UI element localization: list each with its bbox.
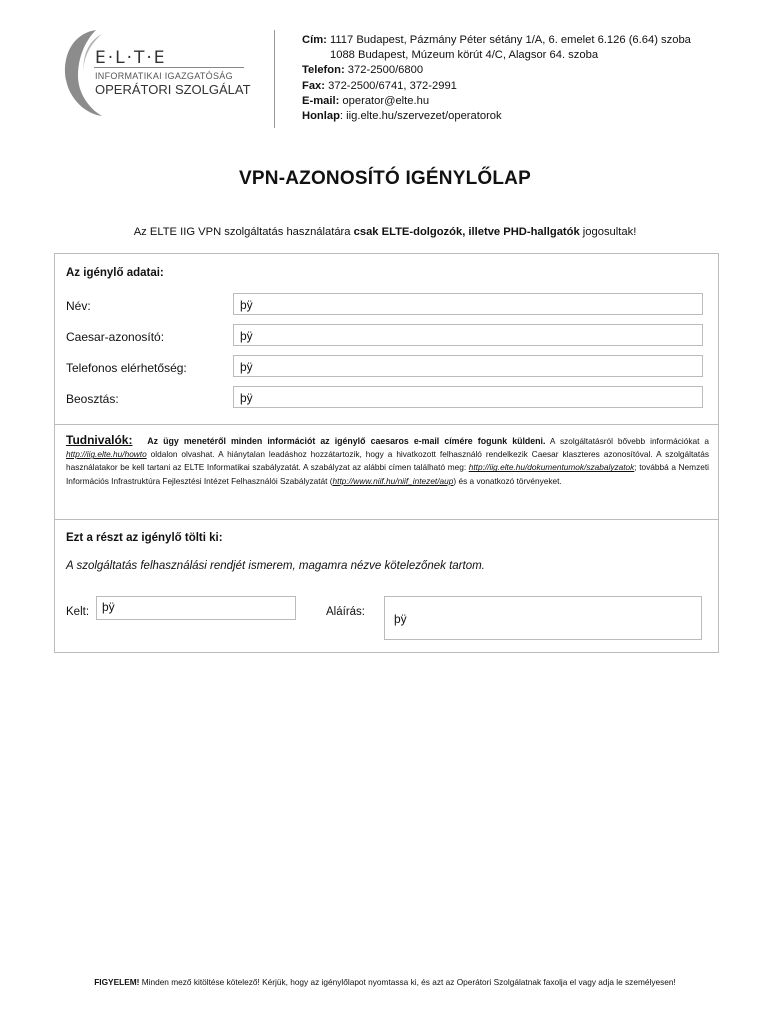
web-value[interactable]: : iig.elte.hu/szervezet/operatorok	[339, 110, 502, 123]
info-bold-text: Az ügy menetéről minden információt az igénylő caesaros e-mail címére fogunk küldeni.	[147, 436, 546, 446]
date-label: Kelt:	[66, 606, 90, 618]
phone-value: 372-2500/6800	[347, 64, 424, 77]
email-row	[302, 94, 691, 109]
signature-label: Aláírás:	[326, 606, 365, 618]
phone-contact-label: Telefonos elérhetőség:	[66, 361, 187, 375]
howto-link[interactable]: http://iig.elte.hu/howto	[66, 449, 147, 460]
regulations-link[interactable]: http://iig.elte.hu/dokumentumok/szabalyzatok	[468, 462, 635, 473]
info-text-2: oldalon olvashat. A hiánytalan leadáshoz hozzátartozik, hogy a hivatkozott felhasználó rendelkezik Caesar klaszteres azonosítóval. A szolgáltatás használatakor be kell tartani az ELTE Informatikai szabályzatát. A szabályzat az alábbi címen található meg:	[66, 449, 709, 473]
info-lead: Tudnivalók:	[66, 433, 133, 447]
info-text-4: ) és a vonatkozó törvényeket.	[453, 475, 562, 486]
web-row	[302, 109, 691, 124]
phone-row	[302, 63, 691, 78]
info-text-3: ; továbbá a Nemzeti Információs Infrastruktúra Fejlesztési Intézet Felhasználói Szabályzatát (	[66, 462, 709, 486]
header-divider	[274, 30, 275, 128]
applicant-section-title: Az igénylő adatai:	[66, 267, 164, 279]
niif-aup-link[interactable]: http://www.niif.hu/niif_intezet/aup	[332, 475, 454, 486]
fax-value: 372-2500/6741, 372-2991	[328, 79, 457, 92]
phone-label: Telefon:	[302, 64, 345, 77]
info-paragraph	[66, 434, 709, 488]
signature-field[interactable]: þÿ	[384, 596, 702, 640]
elte-logo	[58, 24, 268, 124]
position-label: Beosztás:	[66, 392, 119, 406]
footer-warning-text: Minden mező kitöltése kötelező! Kérjük, hogy az igénylőlapot nyomtassa ki, és azt az Operátori Szolgálatnak faxolja el vagy adja le személyesen!	[139, 977, 676, 987]
name-field[interactable]: þÿ	[233, 293, 703, 315]
caesar-id-field[interactable]: þÿ	[233, 324, 703, 346]
page-title: VPN-AZONOSÍTÓ IGÉNYLŐLAP	[239, 168, 531, 189]
email-value[interactable]: operator@elte.hu	[342, 94, 430, 107]
form-box	[54, 253, 719, 653]
address-line2: 1088 Budapest, Múzeum körút 4/C, Alagsor 64. szoba	[330, 49, 599, 62]
logo-department: INFORMATIKAI IGAZGATÓSÁG	[95, 71, 233, 81]
section-divider	[55, 424, 718, 425]
caesar-id-label: Caesar-azonosító:	[66, 330, 165, 344]
web-label: Honlap	[302, 110, 340, 123]
fill-section-title: Ezt a részt az igénylő tölti ki:	[66, 532, 223, 544]
phone-contact-field[interactable]: þÿ	[233, 355, 703, 377]
acceptance-statement: A szolgáltatás felhasználási rendjét ismerem, magamra nézve kötelezőnek tartom.	[66, 560, 485, 572]
fax-label: Fax:	[302, 79, 326, 92]
eligibility-text-bold: csak ELTE-dolgozók, illetve PHD-hallgatók	[353, 226, 580, 238]
date-field[interactable]: þÿ	[96, 596, 296, 620]
eligibility-note	[0, 226, 770, 238]
logo-brand: E·L·T·E	[95, 48, 167, 68]
address-label: Cím:	[302, 34, 327, 46]
footer-warning-label: FIGYELEM!	[94, 977, 140, 987]
position-field[interactable]: þÿ	[233, 386, 703, 408]
section-divider	[55, 519, 718, 520]
contact-block	[302, 33, 691, 124]
footer-warning	[0, 977, 770, 987]
eligibility-text-after: jogosultak!	[579, 226, 637, 238]
email-label: E-mail:	[302, 94, 340, 107]
info-text-1: A szolgáltatásról bővebb információkat a	[545, 436, 709, 446]
name-label: Név:	[66, 299, 91, 313]
fax-row	[302, 79, 691, 94]
logo-service: OPERÁTORI SZOLGÁLAT	[95, 82, 251, 97]
eligibility-text-before: Az ELTE IIG VPN szolgáltatás használatára	[133, 226, 354, 238]
address-row	[302, 33, 691, 48]
address-line1: 1117 Budapest, Pázmány Péter sétány 1/A, 6. emelet 6.126 (6.64) szoba	[329, 34, 691, 46]
